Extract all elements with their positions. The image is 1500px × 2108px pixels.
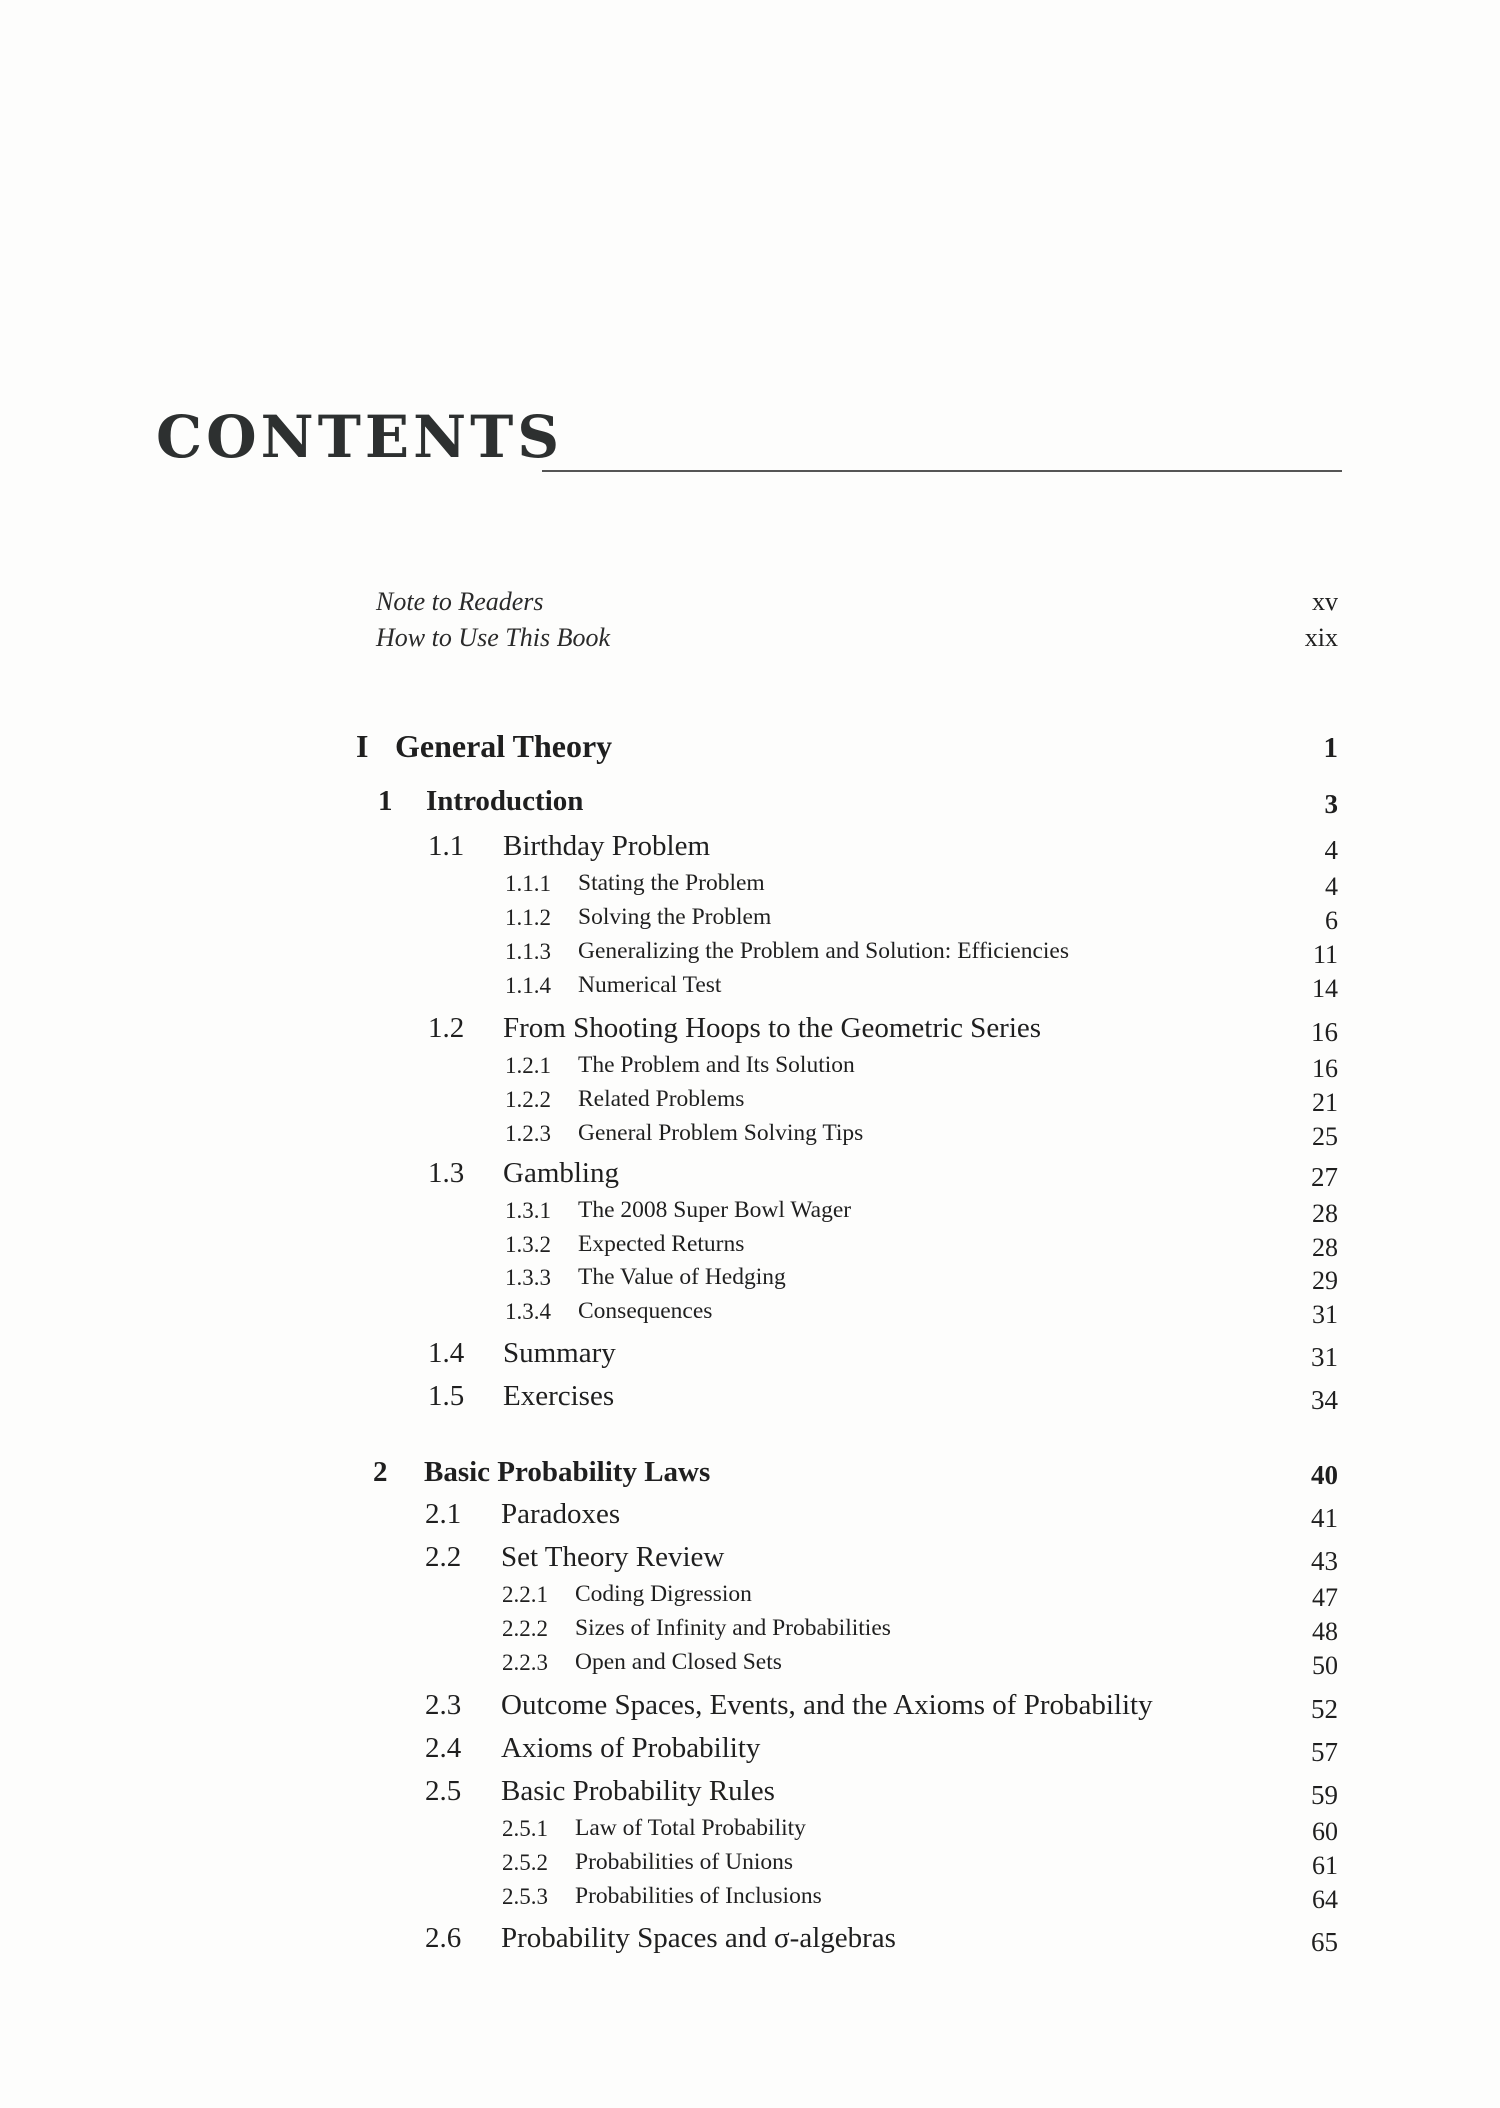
toc-subsection-title: Sizes of Infinity and Probabilities (575, 1615, 891, 1641)
toc-entry-title: How to Use This Book (376, 623, 610, 652)
toc-section-title: Set Theory Review (501, 1541, 725, 1573)
toc-page-number: 43 (1311, 1546, 1338, 1576)
toc-page-number: 16 (1311, 1017, 1338, 1047)
toc-section-number: 1.4 (428, 1337, 465, 1369)
toc-page-number: 25 (1312, 1122, 1338, 1151)
toc-subsection-1-1-4[interactable] (0, 974, 1500, 1014)
toc-page-number: xix (1304, 623, 1338, 652)
toc-subsection-title: Generalizing the Problem and Solution: Efficiencies (578, 938, 1069, 964)
toc-subsection-title: Coding Digression (575, 1581, 752, 1607)
toc-subsection-number: 2.2.1 (502, 1582, 548, 1607)
toc-section-2-2[interactable] (0, 1543, 1500, 1583)
toc-subsection-number: 1.3.3 (505, 1265, 551, 1290)
toc-part-1[interactable] (0, 730, 1500, 770)
toc-subsection-number: 1.1.4 (505, 973, 551, 998)
toc-subsection-title: Numerical Test (578, 972, 722, 998)
toc-page-number: 60 (1312, 1817, 1338, 1846)
toc-section-title: Exercises (503, 1380, 615, 1412)
toc-section-number: 2.1 (425, 1498, 462, 1530)
toc-section-title: Basic Probability Rules (501, 1775, 775, 1807)
toc-section-title: Outcome Spaces, Events, and the Axioms of Probability (501, 1689, 1153, 1721)
toc-page-number: 59 (1311, 1780, 1338, 1810)
toc-subsection-title: Law of Total Probability (575, 1815, 806, 1841)
toc-page-number: 27 (1311, 1162, 1338, 1192)
toc-subsection-2-2-3[interactable] (0, 1651, 1500, 1691)
toc-chapter-title: Basic Probability Laws (424, 1456, 711, 1488)
toc-section-1-1[interactable] (0, 832, 1500, 872)
toc-page-number: 29 (1312, 1266, 1338, 1295)
toc-page-number: 48 (1312, 1617, 1338, 1646)
toc-page-number: 52 (1311, 1694, 1338, 1724)
toc-section-1-2[interactable] (0, 1014, 1500, 1054)
toc-part-title: General Theory (395, 728, 613, 764)
toc-subsection-number: 1.3.2 (505, 1232, 551, 1257)
toc-section-1-4[interactable] (0, 1339, 1500, 1379)
toc-subsection-number: 1.3.4 (505, 1299, 551, 1324)
page-title: CONTENTS (156, 403, 564, 471)
toc-section-number: 1.1 (428, 830, 465, 862)
toc-section-2-4[interactable] (0, 1734, 1500, 1774)
toc-section-title: Birthday Problem (503, 830, 711, 862)
toc-chapter-title: Introduction (426, 785, 584, 817)
toc-subsection-title: Stating the Problem (578, 870, 765, 896)
toc-chapter-2[interactable] (0, 1458, 1500, 1498)
toc-subsection-number: 1.2.1 (505, 1053, 551, 1078)
toc-section-number: 1.2 (428, 1012, 465, 1044)
toc-page-number: 64 (1312, 1885, 1338, 1914)
toc-page-number: 61 (1312, 1851, 1338, 1880)
toc-subsection-number: 2.5.2 (502, 1850, 548, 1875)
toc-page-number: 3 (1324, 789, 1338, 819)
toc-subsection-title: Expected Returns (578, 1231, 745, 1257)
toc-page-number: 50 (1312, 1651, 1338, 1680)
toc-subsection-title: Solving the Problem (578, 904, 772, 930)
toc-page-number: 21 (1312, 1088, 1338, 1117)
toc-subsection-number: 1.1.2 (505, 905, 551, 930)
toc-subsection-number: 1.3.1 (505, 1198, 551, 1223)
toc-part-number: I (356, 728, 369, 764)
toc-section-number: 2.2 (425, 1541, 462, 1573)
toc-page-number: 4 (1325, 872, 1338, 901)
toc-page-number: 28 (1312, 1233, 1338, 1262)
toc-section-number: 2.3 (425, 1689, 462, 1721)
toc-subsection-title: Related Problems (578, 1086, 745, 1112)
toc-subsection-number: 2.2.3 (502, 1650, 548, 1675)
toc-page-number: 34 (1311, 1385, 1338, 1415)
toc-section-title: Paradoxes (501, 1498, 621, 1530)
toc-chapter-1[interactable] (0, 787, 1500, 827)
toc-page-number: 4 (1324, 835, 1338, 865)
toc-entry-title: Note to Readers (376, 587, 544, 616)
toc-section-number: 2.6 (425, 1922, 462, 1954)
toc-subsection-1-2-3[interactable] (0, 1122, 1500, 1162)
toc-section-title: Axioms of Probability (501, 1732, 761, 1764)
toc-section-number: 2.5 (425, 1775, 462, 1807)
toc-subsection-number: 1.1.3 (505, 939, 551, 964)
toc-section-2-1[interactable] (0, 1500, 1500, 1540)
toc-subsection-title: Open and Closed Sets (575, 1649, 782, 1675)
toc-subsection-number: 1.2.2 (505, 1087, 551, 1112)
toc-page-number: 1 (1323, 732, 1338, 764)
toc-section-title: Summary (503, 1337, 616, 1369)
toc-section-number: 1.5 (428, 1380, 465, 1412)
toc-subsection-title: General Problem Solving Tips (578, 1120, 864, 1146)
toc-section-2-5[interactable] (0, 1777, 1500, 1817)
toc-chapter-number: 2 (373, 1456, 388, 1488)
toc-page-number: 41 (1311, 1503, 1338, 1533)
title-rule (542, 470, 1342, 472)
toc-page-number: 28 (1312, 1199, 1338, 1228)
toc-section-2-6[interactable] (0, 1924, 1500, 1964)
toc-page-number: 14 (1312, 974, 1338, 1003)
toc-page-number: 65 (1311, 1927, 1338, 1957)
toc-subsection-title: Consequences (578, 1298, 713, 1324)
toc-page-number: 47 (1312, 1583, 1338, 1612)
toc-subsection-title: The Problem and Its Solution (578, 1052, 855, 1078)
toc-page-number: 11 (1312, 940, 1338, 969)
toc-subsection-title: Probabilities of Unions (575, 1849, 794, 1875)
toc-subsection-number: 2.2.2 (502, 1616, 548, 1641)
toc-section-number: 2.4 (425, 1732, 462, 1764)
toc-subsection-1-3-4[interactable] (0, 1300, 1500, 1340)
toc-chapter-number: 1 (378, 785, 393, 817)
toc-section-1-3[interactable] (0, 1159, 1500, 1199)
toc-subsection-number: 2.5.1 (502, 1816, 548, 1841)
toc-page-number: xv (1312, 587, 1338, 616)
toc-subsection-2-5-3[interactable] (0, 1885, 1500, 1925)
toc-page-number: 31 (1312, 1300, 1338, 1329)
toc-section-title: Probability Spaces and σ-algebras (501, 1922, 896, 1954)
toc-subsection-number: 2.5.3 (502, 1884, 548, 1909)
toc-subsection-title: The Value of Hedging (578, 1264, 786, 1290)
toc-section-number: 1.3 (428, 1157, 465, 1189)
toc-section-1-5[interactable] (0, 1382, 1500, 1422)
toc-section-2-3[interactable] (0, 1691, 1500, 1731)
toc-page-number: 40 (1311, 1460, 1338, 1490)
toc-section-title: From Shooting Hoops to the Geometric Series (503, 1012, 1042, 1044)
toc-subsection-title: The 2008 Super Bowl Wager (578, 1197, 852, 1223)
toc-subsection-title: Probabilities of Inclusions (575, 1883, 822, 1909)
toc-section-title: Gambling (503, 1157, 619, 1189)
toc-subsection-number: 1.2.3 (505, 1121, 551, 1146)
toc-page-number: 16 (1312, 1054, 1338, 1083)
toc-front-note-to-readers[interactable] (0, 589, 1500, 629)
toc-front-how-to-use[interactable] (0, 625, 1500, 665)
toc-page-number: 57 (1311, 1737, 1338, 1767)
toc-page-number: 31 (1311, 1342, 1338, 1372)
toc-page-number: 6 (1325, 906, 1338, 935)
toc-subsection-number: 1.1.1 (505, 871, 551, 896)
